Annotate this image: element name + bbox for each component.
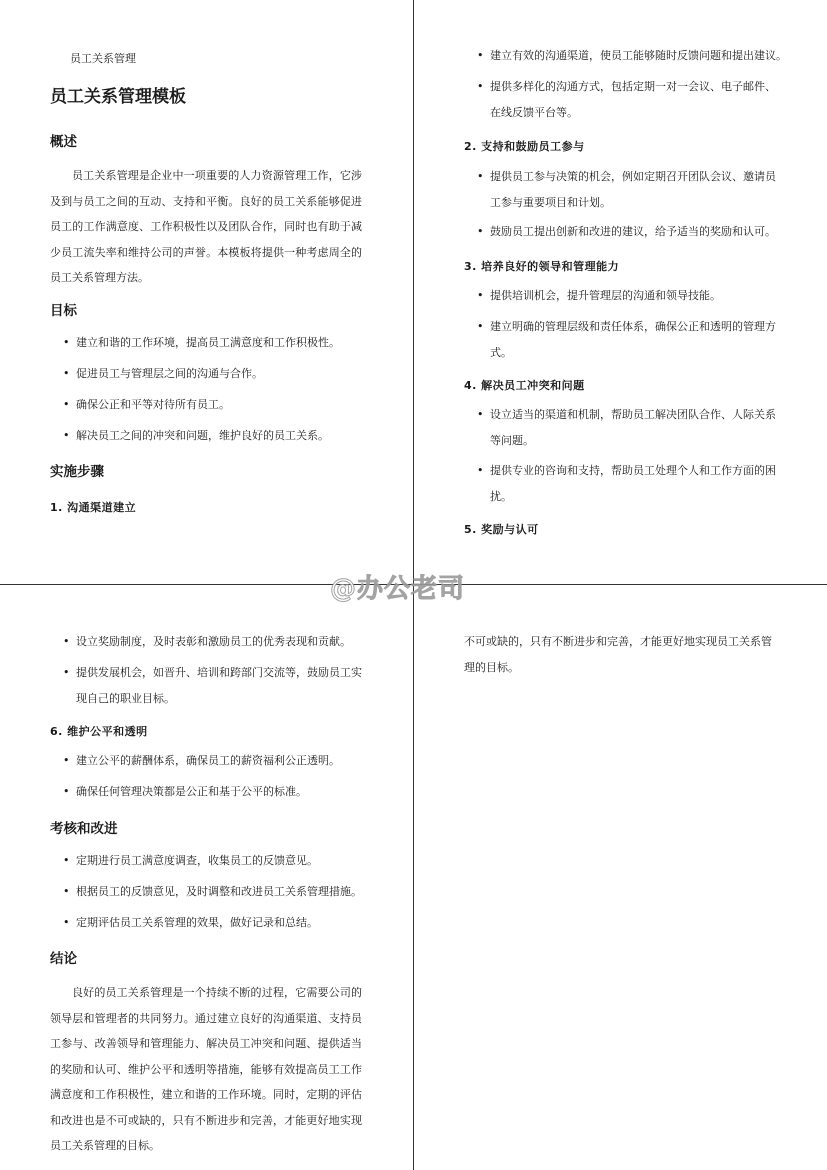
step-4-title: 4. 解决员工冲突和问题 bbox=[464, 379, 585, 392]
conclusion-paragraph: 良好的员工关系管理是一个持续不断的过程，它需要公司的领导层和管理者的共同努力。通过建立良好的沟通渠道、支持员工参与、改善领导和管理能力、解决员工冲突和问题、提供适当的奖励和认可、维护公平和透明等措施，能够有效提高员工工作满意度和工作积极性，建立和谐的工作环境。同时，定期的评估和改进也是不可或缺的，只有不断进步和完善，才能更好地实现员工关系管理的目标。 bbox=[50, 986, 362, 1152]
running-header: 员工关系管理 bbox=[70, 52, 136, 65]
bullet-icon: • bbox=[63, 666, 70, 679]
list-item: • 建立公平的薪酬体系，确保员工的薪资福利公正透明。 bbox=[76, 748, 376, 774]
list-item: • 建立有效的沟通渠道，使员工能够随时反馈问题和提出建议。 bbox=[490, 43, 790, 69]
bullet-icon: • bbox=[477, 320, 484, 333]
bullet-icon: • bbox=[477, 49, 484, 62]
list-item: • 根据员工的反馈意见，及时调整和改进员工关系管理措施。 bbox=[76, 879, 376, 905]
overview-heading: 概述 bbox=[50, 134, 77, 150]
page-1 bbox=[0, 0, 414, 585]
conclusion-paragraph-continued: 不可或缺的，只有不断进步和完善，才能更好地实现员工关系管理的目标。 bbox=[464, 635, 772, 674]
list-item: • 提供员工参与决策的机会，例如定期召开团队会议、邀请员工参与重要项目和计划。 bbox=[490, 164, 780, 216]
step-1-title: 1. 沟通渠道建立 bbox=[50, 501, 137, 514]
bullet-icon: • bbox=[477, 80, 484, 93]
bullet-icon: • bbox=[477, 464, 484, 477]
bullet-icon: • bbox=[63, 754, 70, 767]
bullet-icon: • bbox=[477, 289, 484, 302]
document-title: 员工关系管理模板 bbox=[50, 87, 186, 107]
page-2 bbox=[414, 0, 827, 585]
list-item: • 提供专业的咨询和支持，帮助员工处理个人和工作方面的困扰。 bbox=[490, 458, 780, 510]
review-heading: 考核和改进 bbox=[50, 821, 118, 837]
bullet-icon: • bbox=[477, 225, 484, 238]
bullet-icon: • bbox=[477, 408, 484, 421]
step-3-title: 3. 培养良好的领导和管理能力 bbox=[464, 260, 620, 273]
step-2-title: 2. 支持和鼓励员工参与 bbox=[464, 140, 585, 153]
list-item: • 设立适当的渠道和机制，帮助员工解决团队合作、人际关系等问题。 bbox=[490, 402, 780, 454]
list-item: • 定期进行员工满意度调查，收集员工的反馈意见。 bbox=[76, 848, 376, 874]
bullet-icon: • bbox=[63, 635, 70, 648]
list-item: • 建立明确的管理层级和责任体系，确保公正和透明的管理方式。 bbox=[490, 314, 780, 366]
bullet-icon: • bbox=[63, 429, 70, 442]
bullet-icon: • bbox=[63, 398, 70, 411]
bullet-icon: • bbox=[63, 367, 70, 380]
page-3 bbox=[0, 585, 414, 1170]
bullet-icon: • bbox=[477, 170, 484, 183]
list-item: • 确保公正和平等对待所有员工。 bbox=[76, 392, 376, 418]
bullet-icon: • bbox=[63, 916, 70, 929]
list-item: • 提供多样化的沟通方式，包括定期一对一会议、电子邮件、在线反馈平台等。 bbox=[490, 74, 780, 126]
bullet-icon: • bbox=[63, 854, 70, 867]
bullet-icon: • bbox=[63, 336, 70, 349]
list-item: • 解决员工之间的冲突和问题，维护良好的员工关系。 bbox=[76, 423, 376, 449]
list-item: • 确保任何管理决策都是公正和基于公平的标准。 bbox=[76, 779, 376, 805]
list-item: • 促进员工与管理层之间的沟通与合作。 bbox=[76, 361, 376, 387]
list-item: • 定期评估员工关系管理的效果，做好记录和总结。 bbox=[76, 910, 376, 936]
overview-paragraph: 员工关系管理是企业中一项重要的人力资源管理工作，它涉及到与员工之间的互动、支持和平衡。良好的员工关系能够促进员工的工作满意度、工作积极性以及团队合作，同时也有助于减少员工流失率和维持公司的声誉。本模板将提供一种考虑周全的员工关系管理方法。 bbox=[50, 169, 362, 284]
list-item: • 鼓励员工提出创新和改进的建议，给予适当的奖励和认可。 bbox=[490, 219, 790, 245]
bullet-icon: • bbox=[63, 885, 70, 898]
bullet-icon: • bbox=[63, 785, 70, 798]
conclusion-heading: 结论 bbox=[50, 951, 77, 967]
step-5-title: 5. 奖励与认可 bbox=[464, 523, 539, 536]
page-4 bbox=[414, 585, 827, 1170]
list-item: • 设立奖励制度，及时表彰和激励员工的优秀表现和贡献。 bbox=[76, 629, 376, 655]
steps-heading: 实施步骤 bbox=[50, 464, 104, 480]
goals-heading: 目标 bbox=[50, 303, 77, 319]
watermark: @办公老司 bbox=[330, 574, 466, 604]
list-item: • 提供培训机会，提升管理层的沟通和领导技能。 bbox=[490, 283, 790, 309]
list-item: • 提供发展机会，如晋升、培训和跨部门交流等，鼓励员工实现自己的职业目标。 bbox=[76, 660, 366, 712]
step-6-title: 6. 维护公平和透明 bbox=[50, 725, 148, 738]
list-item: • 建立和谐的工作环境，提高员工满意度和工作积极性。 bbox=[76, 330, 376, 356]
